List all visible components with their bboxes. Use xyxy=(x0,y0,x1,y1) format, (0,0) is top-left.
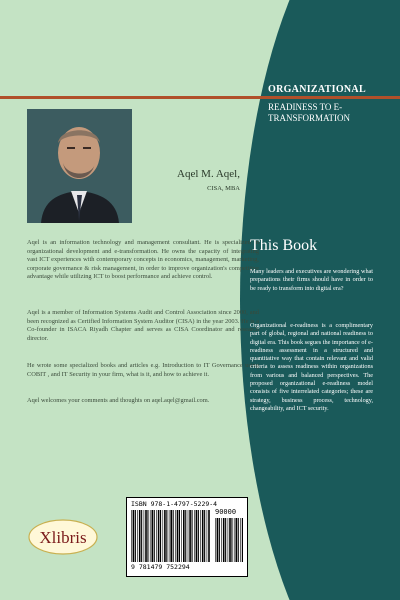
author-photo xyxy=(27,109,132,223)
xlibris-logo xyxy=(27,517,99,557)
cover-title-line1: ORGANIZATIONAL xyxy=(268,84,366,95)
accent-rule xyxy=(0,96,400,99)
isbn-barcode xyxy=(126,497,248,577)
book-heading: This Book xyxy=(250,237,318,254)
publisher-logo-icon xyxy=(27,517,99,557)
bio-paragraph-4: Aqel welcomes your comments and thoughts on aqel.aqel@gmail.com. xyxy=(27,397,210,404)
cover-title-line2: READINESS TO E-TRANSFORMATION xyxy=(268,102,351,123)
barcode-bars-main xyxy=(131,510,211,562)
price-code: 90000 xyxy=(215,508,237,516)
author-name: Aqel M. Aqel, xyxy=(177,168,240,180)
barcode-bars-price xyxy=(215,518,243,562)
book-paragraph-2: Organizational e-readiness is a complimentary part of global, regional and national readiness to digital era. This book segues the importance of e-readiness assessment in a structured and quantitative way that contain relevant and valid criteria to assess readiness within organizations from various and balanced perspectives. The proposed organizational e-readiness model consists of five interrelated categories; these are strategy, business process, technology, changeability, and ICT security. xyxy=(250,322,373,412)
bio-paragraph-2: Aqel is a member of Information Systems Audit and Control Association since 2000, and been recognized as Certified Information System Auditor (CISA) in the year 2003. He is a Co-founder in ISACA Riyadh Chapter and serves as CISA Coordinator and research director. xyxy=(27,309,259,342)
author-credentials: CISA, MBA xyxy=(207,185,240,192)
bio-paragraph-3: He wrote some specialized books and articles e.g. Introduction to IT Governance using COBIT , and IT Security in your firm, what is it, and how to achieve it. xyxy=(27,362,259,378)
book-paragraph-1: Many leaders and executives are wondering what preparations their firms should have in order to be ready to transform into digital era? xyxy=(250,268,373,292)
bio-paragraph-1: Aqel is an information technology and management consultant. He is specialized in organizational development and e-transformation. He owns the capacity of integrating vast ICT experiences with contemporary concepts in economics, management, marketing, corporate governance & risk management, in order to improve organization's competitive advantage while utilizing ICT to boost performance and achieve control. xyxy=(27,239,259,281)
author-block xyxy=(152,168,240,192)
barcode-number: 9 781479 752294 xyxy=(131,563,190,571)
publisher-logo-text: Xlibris xyxy=(39,528,87,547)
isbn-text: ISBN 978-1-4797-5229-4 xyxy=(131,500,218,508)
author-portrait-image xyxy=(27,109,132,223)
